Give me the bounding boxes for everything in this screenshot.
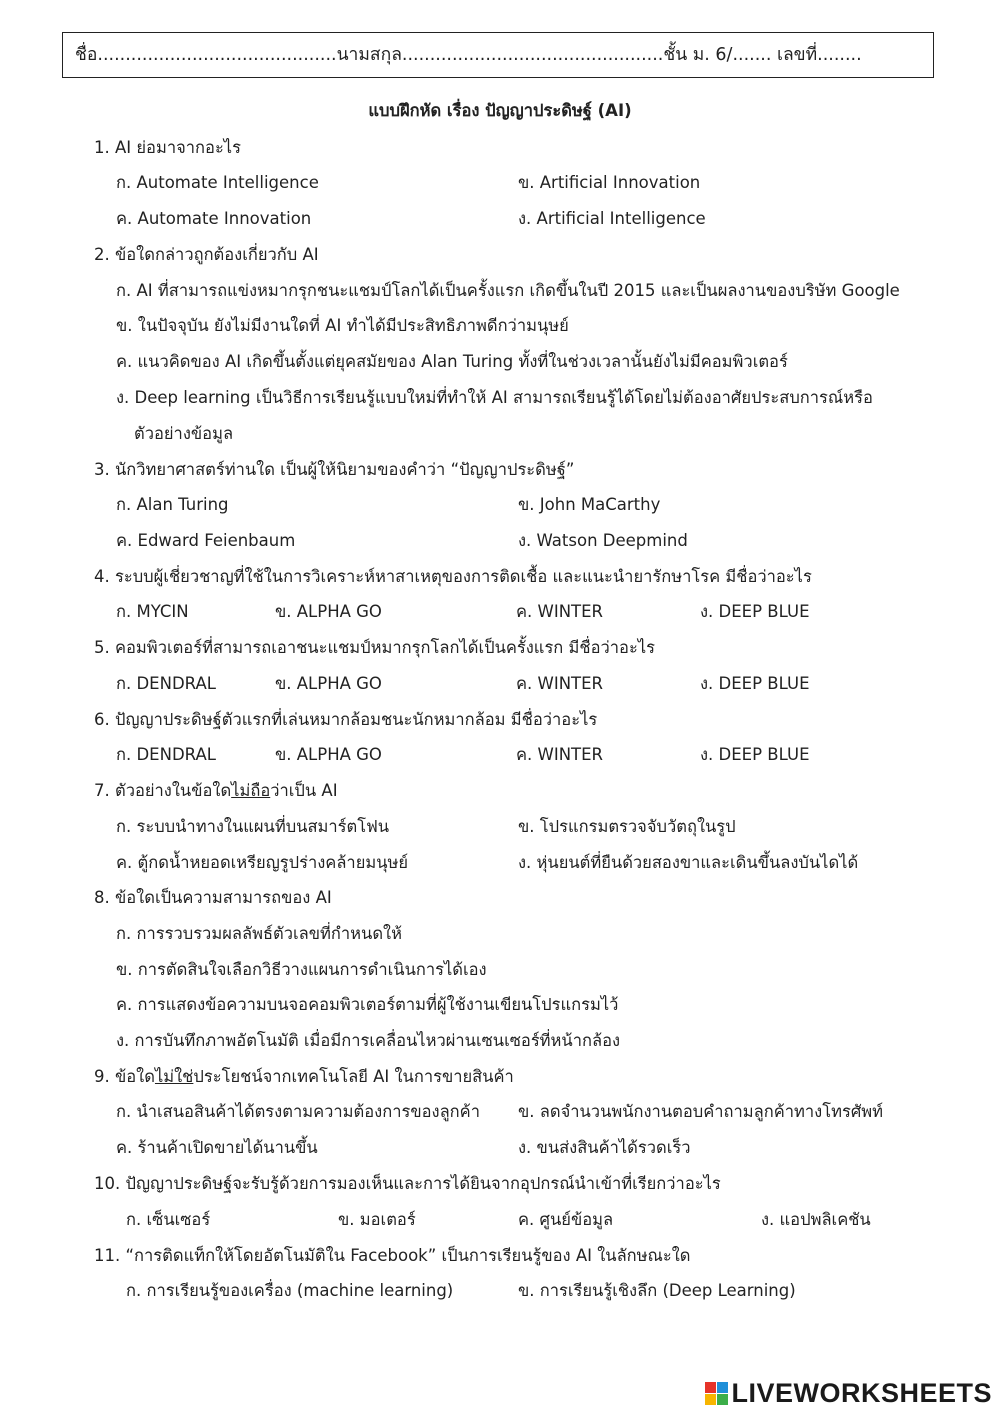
option-5-c[interactable]: ค. WINTER <box>516 674 604 693</box>
question-8: 8. ข้อใดเป็นความสามารถของ AI <box>94 888 332 907</box>
option-7-c[interactable]: ค. ตู้กดน้ำหยอดเหรียญรูปร่างคล้ายมนุษย์ <box>116 853 409 872</box>
option-5-d[interactable]: ง. DEEP BLUE <box>700 674 810 693</box>
question-1: 1. AI ย่อมาจากอะไร <box>94 138 241 157</box>
question-4: 4. ระบบผู้เชี่ยวชาญที่ใช้ในการวิเคราะห์หาสาเหตุของการติดเชื้อ และแนะนำยารักษาโรค มีชื่อว่าอะไร <box>94 567 812 586</box>
option-1-d[interactable]: ง. Artificial Intelligence <box>518 209 706 228</box>
brand-name: LIVEWORKSHEETS <box>731 1377 992 1408</box>
question-11: 11. “การติดแท็กให้โดยอัตโนมัติใน Facebook” เป็นการเรียนรู้ของ AI ในลักษณะใด <box>94 1246 691 1265</box>
option-10-c[interactable]: ค. ศูนย์ข้อมูล <box>518 1210 614 1229</box>
option-2-a[interactable]: ก. AI ที่สามารถแข่งหมากรุกชนะแชมป์โลกได้เป็นครั้งแรก เกิดขึ้นในปี 2015 และเป็นผลงานของบริษัท Google <box>116 281 900 300</box>
question-10: 10. ปัญญาประดิษฐ์จะรับรู้ด้วยการมองเห็นและการได้ยินจากอุปกรณ์นำเข้าที่เรียกว่าอะไร <box>94 1174 721 1193</box>
option-4-d[interactable]: ง. DEEP BLUE <box>700 602 810 621</box>
option-8-c[interactable]: ค. การแสดงข้อความบนจอคอมพิวเตอร์ตามที่ผู้ใช้งานเขียนโปรแกรมไว้ <box>116 995 619 1014</box>
option-3-c[interactable]: ค. Edward Feienbaum <box>116 531 296 550</box>
option-7-b[interactable]: ข. โปรแกรมตรวจจับวัตถุในรูป <box>518 817 736 836</box>
option-1-b[interactable]: ข. Artificial Innovation <box>518 173 701 192</box>
option-11-a[interactable]: ก. การเรียนรู้ของเครื่อง (machine learning) <box>126 1281 454 1300</box>
option-7-d[interactable]: ง. หุ่นยนต์ที่ยืนด้วยสองขาและเดินขึ้นลงบันไดได้ <box>518 853 859 872</box>
option-4-a[interactable]: ก. MYCIN <box>116 602 189 621</box>
liveworksheets-logo[interactable] <box>705 1376 992 1410</box>
option-2-d[interactable]: ง. Deep learning เป็นวิธีการเรียนรู้แบบใหม่ที่ทำให้ AI สามารถเรียนรู้ได้โดยไม่ต้องอาศัยประสบการณ์หรือ <box>116 388 873 407</box>
name-header-box <box>62 32 934 78</box>
option-2-d-continued: ตัวอย่างข้อมูล <box>134 424 234 443</box>
option-2-c[interactable]: ค. แนวคิดของ AI เกิดขึ้นตั้งแต่ยุคสมัยของ Alan Turing ทั้งที่ในช่วงเวลานั้นยังไม่มีคอมพิวเตอร์ <box>116 352 788 371</box>
question-6: 6. ปัญญาประดิษฐ์ตัวแรกที่เล่นหมากล้อมชนะนักหมากล้อม มีชื่อว่าอะไร <box>94 710 598 729</box>
option-4-c[interactable]: ค. WINTER <box>516 602 604 621</box>
liveworksheets-mark-icon <box>705 1382 728 1405</box>
question-7 <box>94 779 338 803</box>
option-3-b[interactable]: ข. John MaCarthy <box>518 495 661 514</box>
mark-square-green <box>717 1394 728 1405</box>
question-7-text-end: ว่าเป็น AI <box>270 781 338 800</box>
option-9-a[interactable]: ก. นำเสนอสินค้าได้ตรงตามความต้องการของลูกค้า <box>116 1102 480 1121</box>
question-9-underlined: ไม่ใช่ <box>154 1067 194 1086</box>
question-7-text-start: 7. ตัวอย่างในข้อใด <box>94 781 232 800</box>
question-3: 3. นักวิทยาศาสตร์ท่านใด เป็นผู้ให้นิยามของคำว่า “ปัญญาประดิษฐ์” <box>94 460 575 479</box>
option-2-b[interactable]: ข. ในปัจจุบัน ยังไม่มีงานใดที่ AI ทำได้มีประสิทธิภาพดีกว่ามนุษย์ <box>116 316 569 335</box>
option-6-c[interactable]: ค. WINTER <box>516 745 604 764</box>
question-9 <box>94 1065 514 1089</box>
option-9-d[interactable]: ง. ขนส่งสินค้าได้รวดเร็ว <box>518 1138 691 1157</box>
option-10-d[interactable]: ง. แอปพลิเคชัน <box>761 1210 871 1229</box>
question-9-text-end: ประโยชน์จากเทคโนโลยี AI ในการขายสินค้า <box>193 1067 514 1086</box>
option-7-a[interactable]: ก. ระบบนำทางในแผนที่บนสมาร์ตโฟน <box>116 817 390 836</box>
option-10-a[interactable]: ก. เซ็นเซอร์ <box>126 1210 211 1229</box>
header-line: ชื่อ...........................................นามสกุล...............................................ชั้น ม. 6/....... เลขที่........ <box>75 45 862 65</box>
question-9-text-start: 9. ข้อใด <box>94 1067 155 1086</box>
option-3-d[interactable]: ง. Watson Deepmind <box>518 531 688 550</box>
option-8-d[interactable]: ง. การบันทึกภาพอัตโนมัติ เมื่อมีการเคลื่อนไหวผ่านเซนเซอร์ที่หน้ากล้อง <box>116 1031 621 1050</box>
question-5: 5. คอมพิวเตอร์ที่สามารถเอาชนะแชมป์หมากรุกโลกได้เป็นครั้งแรก มีชื่อว่าอะไร <box>94 638 655 657</box>
mark-square-yellow <box>705 1394 716 1405</box>
question-2: 2. ข้อใดกล่าวถูกต้องเกี่ยวกับ AI <box>94 245 319 264</box>
question-7-underlined: ไม่ถือ <box>231 781 271 800</box>
option-6-a[interactable]: ก. DENDRAL <box>116 745 216 764</box>
page-title: แบบฝึกหัด เรื่อง ปัญญาประดิษฐ์ (AI) <box>368 101 632 120</box>
option-11-b[interactable]: ข. การเรียนรู้เชิงลึก (Deep Learning) <box>518 1281 796 1300</box>
option-8-b[interactable]: ข. การตัดสินใจเลือกวิธีวางแผนการดำเนินการได้เอง <box>116 960 487 979</box>
option-5-b[interactable]: ข. ALPHA GO <box>275 674 382 693</box>
option-9-c[interactable]: ค. ร้านค้าเปิดขายได้นานขึ้น <box>116 1138 318 1157</box>
option-10-b[interactable]: ข. มอเตอร์ <box>338 1210 416 1229</box>
option-5-a[interactable]: ก. DENDRAL <box>116 674 216 693</box>
option-9-b[interactable]: ข. ลดจำนวนพนักงานตอบคำถามลูกค้าทางโทรศัพท์ <box>518 1102 884 1121</box>
option-6-b[interactable]: ข. ALPHA GO <box>275 745 382 764</box>
option-6-d[interactable]: ง. DEEP BLUE <box>700 745 810 764</box>
option-3-a[interactable]: ก. Alan Turing <box>116 495 229 514</box>
option-4-b[interactable]: ข. ALPHA GO <box>275 602 382 621</box>
option-8-a[interactable]: ก. การรวบรวมผลลัพธ์ตัวเลขที่กำหนดให้ <box>116 924 402 943</box>
mark-square-red <box>705 1382 716 1393</box>
mark-square-blue <box>717 1382 728 1393</box>
option-1-c[interactable]: ค. Automate Innovation <box>116 209 312 228</box>
option-1-a[interactable]: ก. Automate Intelligence <box>116 173 319 192</box>
